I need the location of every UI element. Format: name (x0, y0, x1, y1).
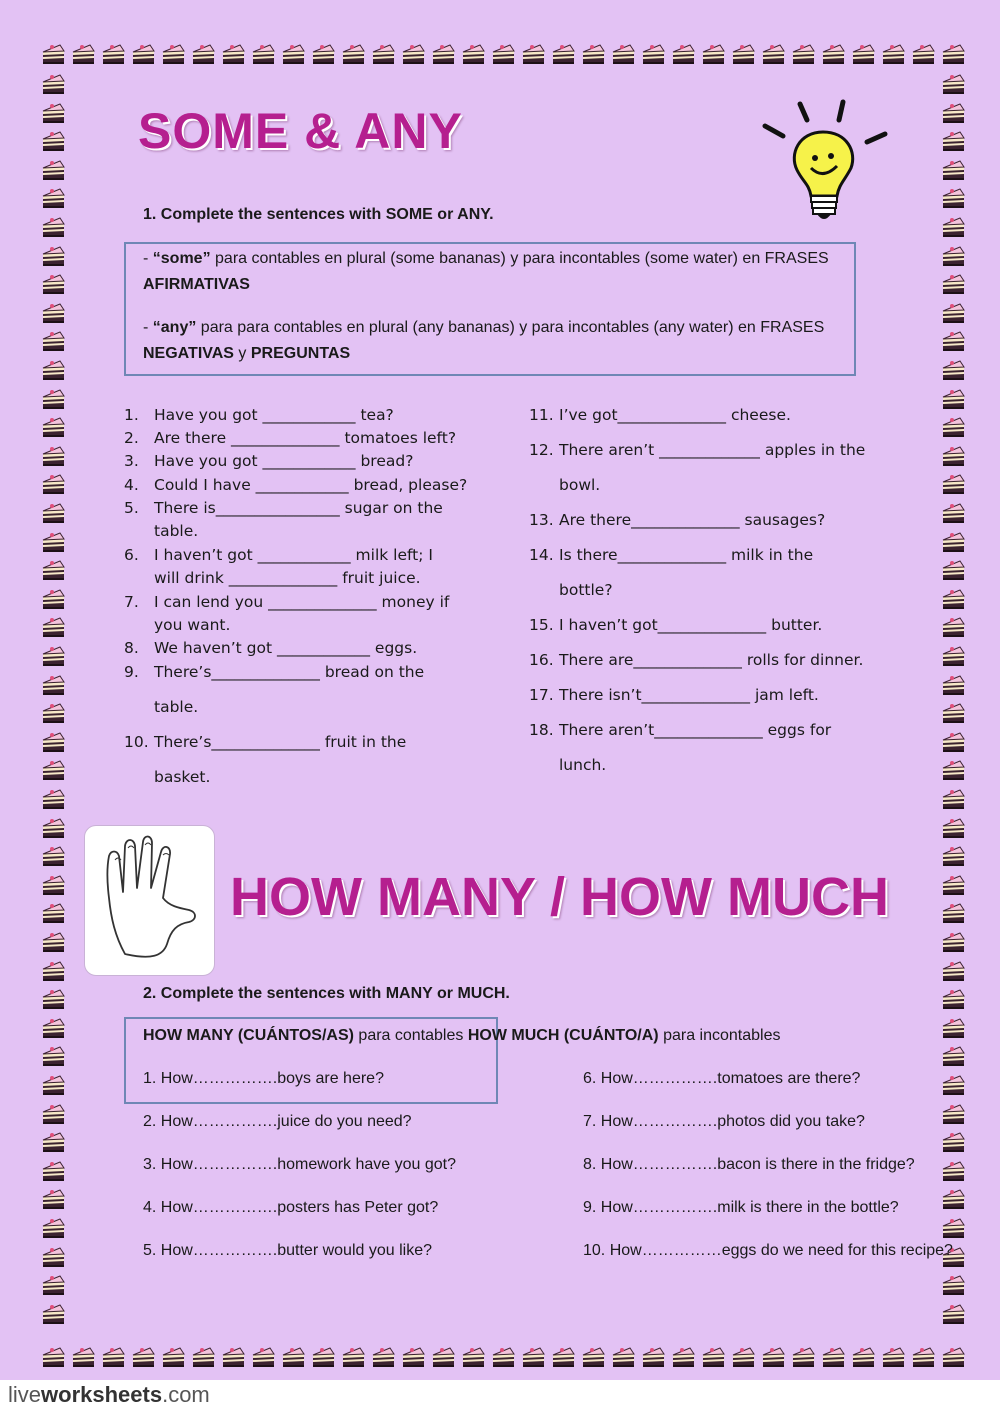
cake-slice-icon (220, 42, 246, 66)
ex1-item: 1. Have you got ____________ tea? (124, 406, 394, 424)
cake-slice-icon (190, 42, 216, 66)
ex1-item-cont: will drink ______________ fruit juice. (154, 569, 421, 587)
cake-slice-icon (130, 1345, 156, 1369)
cake-slice-icon (940, 415, 966, 439)
cake-slice-icon (700, 42, 726, 66)
cake-slice-icon (520, 1345, 546, 1369)
cake-slice-icon (940, 758, 966, 782)
cake-slice-icon (40, 72, 66, 96)
cake-slice-icon (40, 1044, 66, 1068)
cake-slice-icon (940, 1187, 966, 1211)
cake-slice-icon (40, 501, 66, 525)
cake-slice-icon (940, 987, 966, 1011)
cake-slice-icon (610, 42, 636, 66)
cake-slice-icon (940, 787, 966, 811)
rule-some: - “some” para contables en plural (some bananas) y para incontables (some water) en FRASES AFIRMATIVAS (143, 250, 829, 293)
cake-slice-icon (160, 1345, 186, 1369)
cake-slice-icon (940, 444, 966, 468)
cake-slice-icon (40, 1130, 66, 1154)
cake-slice-icon (940, 42, 966, 66)
ex1-item: 3. Have you got ____________ bread? (124, 452, 414, 470)
cake-slice-icon (820, 1345, 846, 1369)
cake-slice-icon (940, 816, 966, 840)
instruction-2: 2. Complete the sentences with MANY or MUCH. (143, 985, 510, 1002)
cake-slice-icon (100, 42, 126, 66)
cake-slice-icon (40, 587, 66, 611)
ex1-item: 12. There aren’t _____________ apples in the (529, 441, 866, 459)
cake-slice-icon (40, 558, 66, 582)
ex1-item: 16. There are______________ rolls for dinner. (529, 651, 864, 669)
ex1-item: 15. I haven’t got______________ butter. (529, 616, 823, 634)
cake-slice-icon (250, 42, 276, 66)
ex1-item: 7. I can lend you ______________ money if (124, 593, 450, 611)
ex2-item: 7. How…………….photos did you take? (583, 1113, 865, 1130)
cake-slice-icon (40, 215, 66, 239)
cake-slice-icon (880, 1345, 906, 1369)
cake-slice-icon (130, 42, 156, 66)
cake-slice-icon (40, 816, 66, 840)
cake-slice-icon (940, 730, 966, 754)
cake-slice-icon (820, 42, 846, 66)
cake-slice-icon (940, 1159, 966, 1183)
cake-slice-icon (760, 42, 786, 66)
ex2-item: 5. How…………….butter would you like? (143, 1242, 432, 1259)
ex2-item: 3. How…………….homework have you got? (143, 1156, 457, 1173)
rule-any: - “any” para para contables en plural (any bananas) y para incontables (any water) en FRASES NEGATIVAS y PREGUNTAS (143, 319, 825, 362)
ex1-item: 6. I haven’t got ____________ milk left; I (124, 546, 433, 564)
hand-image-box (84, 825, 215, 976)
cake-slice-icon (430, 42, 456, 66)
cake-slice-icon (940, 301, 966, 325)
ex2-item: 2. How…………….juice do you need? (143, 1113, 412, 1130)
cake-slice-icon (40, 301, 66, 325)
cake-slice-icon (280, 1345, 306, 1369)
cake-slice-icon (40, 42, 66, 66)
cake-slice-icon (670, 42, 696, 66)
ex2-item: 1. How…………….boys are here? (143, 1070, 384, 1087)
cake-slice-icon (940, 1073, 966, 1097)
cake-slice-icon (340, 1345, 366, 1369)
cake-slice-icon (310, 1345, 336, 1369)
cake-slice-icon (940, 1102, 966, 1126)
cake-slice-icon (370, 1345, 396, 1369)
cake-slice-icon (40, 186, 66, 210)
ex1-item: 5. There is________________ sugar on the (124, 499, 443, 517)
cake-slice-icon (940, 158, 966, 182)
cake-slice-icon (580, 42, 606, 66)
cake-slice-icon (940, 272, 966, 296)
how-rule: HOW MANY (CUÁNTOS/AS) para contables HOW MUCH (CUÁNTO/A) para incontables (143, 1027, 781, 1044)
cake-slice-icon (640, 42, 666, 66)
cake-slice-icon (40, 730, 66, 754)
cake-slice-icon (40, 329, 66, 353)
cake-slice-icon (940, 1216, 966, 1240)
ex1-item-cont: lunch. (559, 756, 607, 774)
cake-slice-icon (40, 644, 66, 668)
cake-slice-icon (940, 387, 966, 411)
cake-slice-icon (850, 42, 876, 66)
cake-slice-icon (40, 701, 66, 725)
ex1-item: 18. There aren’t______________ eggs for (529, 721, 832, 739)
cake-slice-icon (730, 42, 756, 66)
cake-slice-icon (910, 42, 936, 66)
cake-slice-icon (730, 1345, 756, 1369)
cake-slice-icon (940, 329, 966, 353)
cake-slice-icon (580, 1345, 606, 1369)
cake-slice-icon (40, 1159, 66, 1183)
cake-slice-icon (40, 673, 66, 697)
cake-slice-icon (250, 1345, 276, 1369)
cake-slice-icon (40, 615, 66, 639)
cake-slice-icon (340, 42, 366, 66)
cake-slice-icon (40, 444, 66, 468)
cake-slice-icon (940, 901, 966, 925)
cake-slice-icon (940, 673, 966, 697)
cake-slice-icon (460, 1345, 486, 1369)
cake-slice-icon (40, 1016, 66, 1040)
cake-slice-icon (940, 129, 966, 153)
cake-slice-icon (940, 701, 966, 725)
cake-slice-icon (700, 1345, 726, 1369)
cake-slice-icon (40, 1102, 66, 1126)
cake-slice-icon (40, 930, 66, 954)
cake-slice-icon (40, 530, 66, 554)
cake-slice-icon (940, 101, 966, 125)
cake-slice-icon (940, 72, 966, 96)
cake-slice-icon (40, 158, 66, 182)
cake-slice-icon (940, 1044, 966, 1068)
ex1-item: 10. There’s______________ fruit in the (124, 733, 407, 751)
cake-slice-icon (940, 844, 966, 868)
ex1-item-cont: bowl. (559, 476, 601, 494)
cake-slice-icon (40, 758, 66, 782)
cake-slice-icon (400, 1345, 426, 1369)
cake-slice-icon (40, 1073, 66, 1097)
ex2-item: 9. How…………….milk is there in the bottle? (583, 1199, 899, 1216)
cake-slice-icon (610, 1345, 636, 1369)
cake-slice-icon (40, 787, 66, 811)
cake-slice-icon (790, 42, 816, 66)
ex1-item: 9. There’s______________ bread on the (124, 663, 425, 681)
cake-slice-icon (550, 1345, 576, 1369)
cake-slice-icon (40, 1345, 66, 1369)
ex2-item: 4. How…………….posters has Peter got? (143, 1199, 439, 1216)
cake-slice-icon (940, 930, 966, 954)
ex2-item: 8. How…………….bacon is there in the fridge? (583, 1156, 915, 1173)
title-how-many-much: HOW MANY / HOW MUCH (230, 867, 889, 927)
cake-slice-icon (70, 1345, 96, 1369)
cake-slice-icon (40, 1187, 66, 1211)
cake-slice-icon (670, 1345, 696, 1369)
instruction-1: 1. Complete the sentences with SOME or ANY. (143, 206, 494, 223)
ex1-item: 4. Could I have ____________ bread, please? (124, 476, 468, 494)
cake-slice-icon (760, 1345, 786, 1369)
cake-slice-icon (940, 472, 966, 496)
cake-slice-icon (40, 901, 66, 925)
cake-slice-icon (40, 129, 66, 153)
cake-slice-icon (370, 42, 396, 66)
cake-slice-icon (40, 1273, 66, 1297)
cake-slice-icon (490, 1345, 516, 1369)
ex1-item-cont: basket. (154, 768, 211, 786)
cake-slice-icon (850, 1345, 876, 1369)
cake-slice-icon (940, 873, 966, 897)
footer-logo: liveworksheets.com (8, 1382, 210, 1407)
cake-slice-icon (40, 472, 66, 496)
ex2-item: 10. How……………eggs do we need for this recipe? (583, 1242, 953, 1259)
ex1-item: 2. Are there ______________ tomatoes left? (124, 429, 457, 447)
cake-slice-icon (280, 42, 306, 66)
cake-slice-icon (40, 387, 66, 411)
cake-slice-icon (460, 42, 486, 66)
cake-slice-icon (220, 1345, 246, 1369)
cake-slice-icon (40, 1245, 66, 1269)
cake-slice-icon (550, 42, 576, 66)
ex1-item: 8. We haven’t got ____________ eggs. (124, 639, 418, 657)
cake-slice-icon (940, 587, 966, 611)
hand-icon (85, 826, 214, 975)
cake-slice-icon (640, 1345, 666, 1369)
cake-slice-icon (40, 873, 66, 897)
cake-slice-icon (940, 1345, 966, 1369)
cake-slice-icon (160, 42, 186, 66)
cake-slice-icon (40, 244, 66, 268)
cake-slice-icon (940, 644, 966, 668)
cake-slice-icon (40, 1216, 66, 1240)
ex1-item-cont: table. (154, 698, 199, 716)
cake-slice-icon (940, 1016, 966, 1040)
lightbulb-icon (755, 96, 895, 232)
cake-slice-icon (40, 1302, 66, 1326)
cake-slice-icon (40, 272, 66, 296)
ex1-item: 14. Is there______________ milk in the (529, 546, 814, 564)
cake-slice-icon (40, 959, 66, 983)
cake-slice-icon (940, 558, 966, 582)
ex1-item: 17. There isn’t______________ jam left. (529, 686, 819, 704)
cake-slice-icon (190, 1345, 216, 1369)
cake-slice-icon (40, 101, 66, 125)
cake-slice-icon (940, 358, 966, 382)
cake-slice-icon (940, 1130, 966, 1154)
cake-slice-icon (490, 42, 516, 66)
title-some-any: SOME & ANY (138, 103, 463, 159)
cake-slice-icon (400, 42, 426, 66)
cake-slice-icon (70, 42, 96, 66)
cake-slice-icon (940, 615, 966, 639)
ex1-item: 13. Are there______________ sausages? (529, 511, 826, 529)
cake-slice-icon (40, 987, 66, 1011)
cake-slice-icon (430, 1345, 456, 1369)
ex1-item-cont: bottle? (559, 581, 613, 599)
cake-slice-icon (940, 530, 966, 554)
ex1-item-cont: table. (154, 522, 199, 540)
cake-slice-icon (790, 1345, 816, 1369)
cake-slice-icon (40, 415, 66, 439)
ex1-item-cont: you want. (154, 616, 231, 634)
ex1-item: 11. I’ve got______________ cheese. (529, 406, 791, 424)
cake-slice-icon (520, 42, 546, 66)
cake-slice-icon (100, 1345, 126, 1369)
cake-slice-icon (940, 1302, 966, 1326)
cake-slice-icon (880, 42, 906, 66)
cake-slice-icon (940, 1273, 966, 1297)
cake-slice-icon (940, 959, 966, 983)
cake-slice-icon (940, 215, 966, 239)
cake-slice-icon (940, 244, 966, 268)
cake-slice-icon (910, 1345, 936, 1369)
cake-slice-icon (310, 42, 336, 66)
ex2-item: 6. How…………….tomatoes are there? (583, 1070, 861, 1087)
cake-slice-icon (40, 358, 66, 382)
cake-slice-icon (940, 186, 966, 210)
cake-slice-icon (940, 501, 966, 525)
cake-slice-icon (40, 844, 66, 868)
